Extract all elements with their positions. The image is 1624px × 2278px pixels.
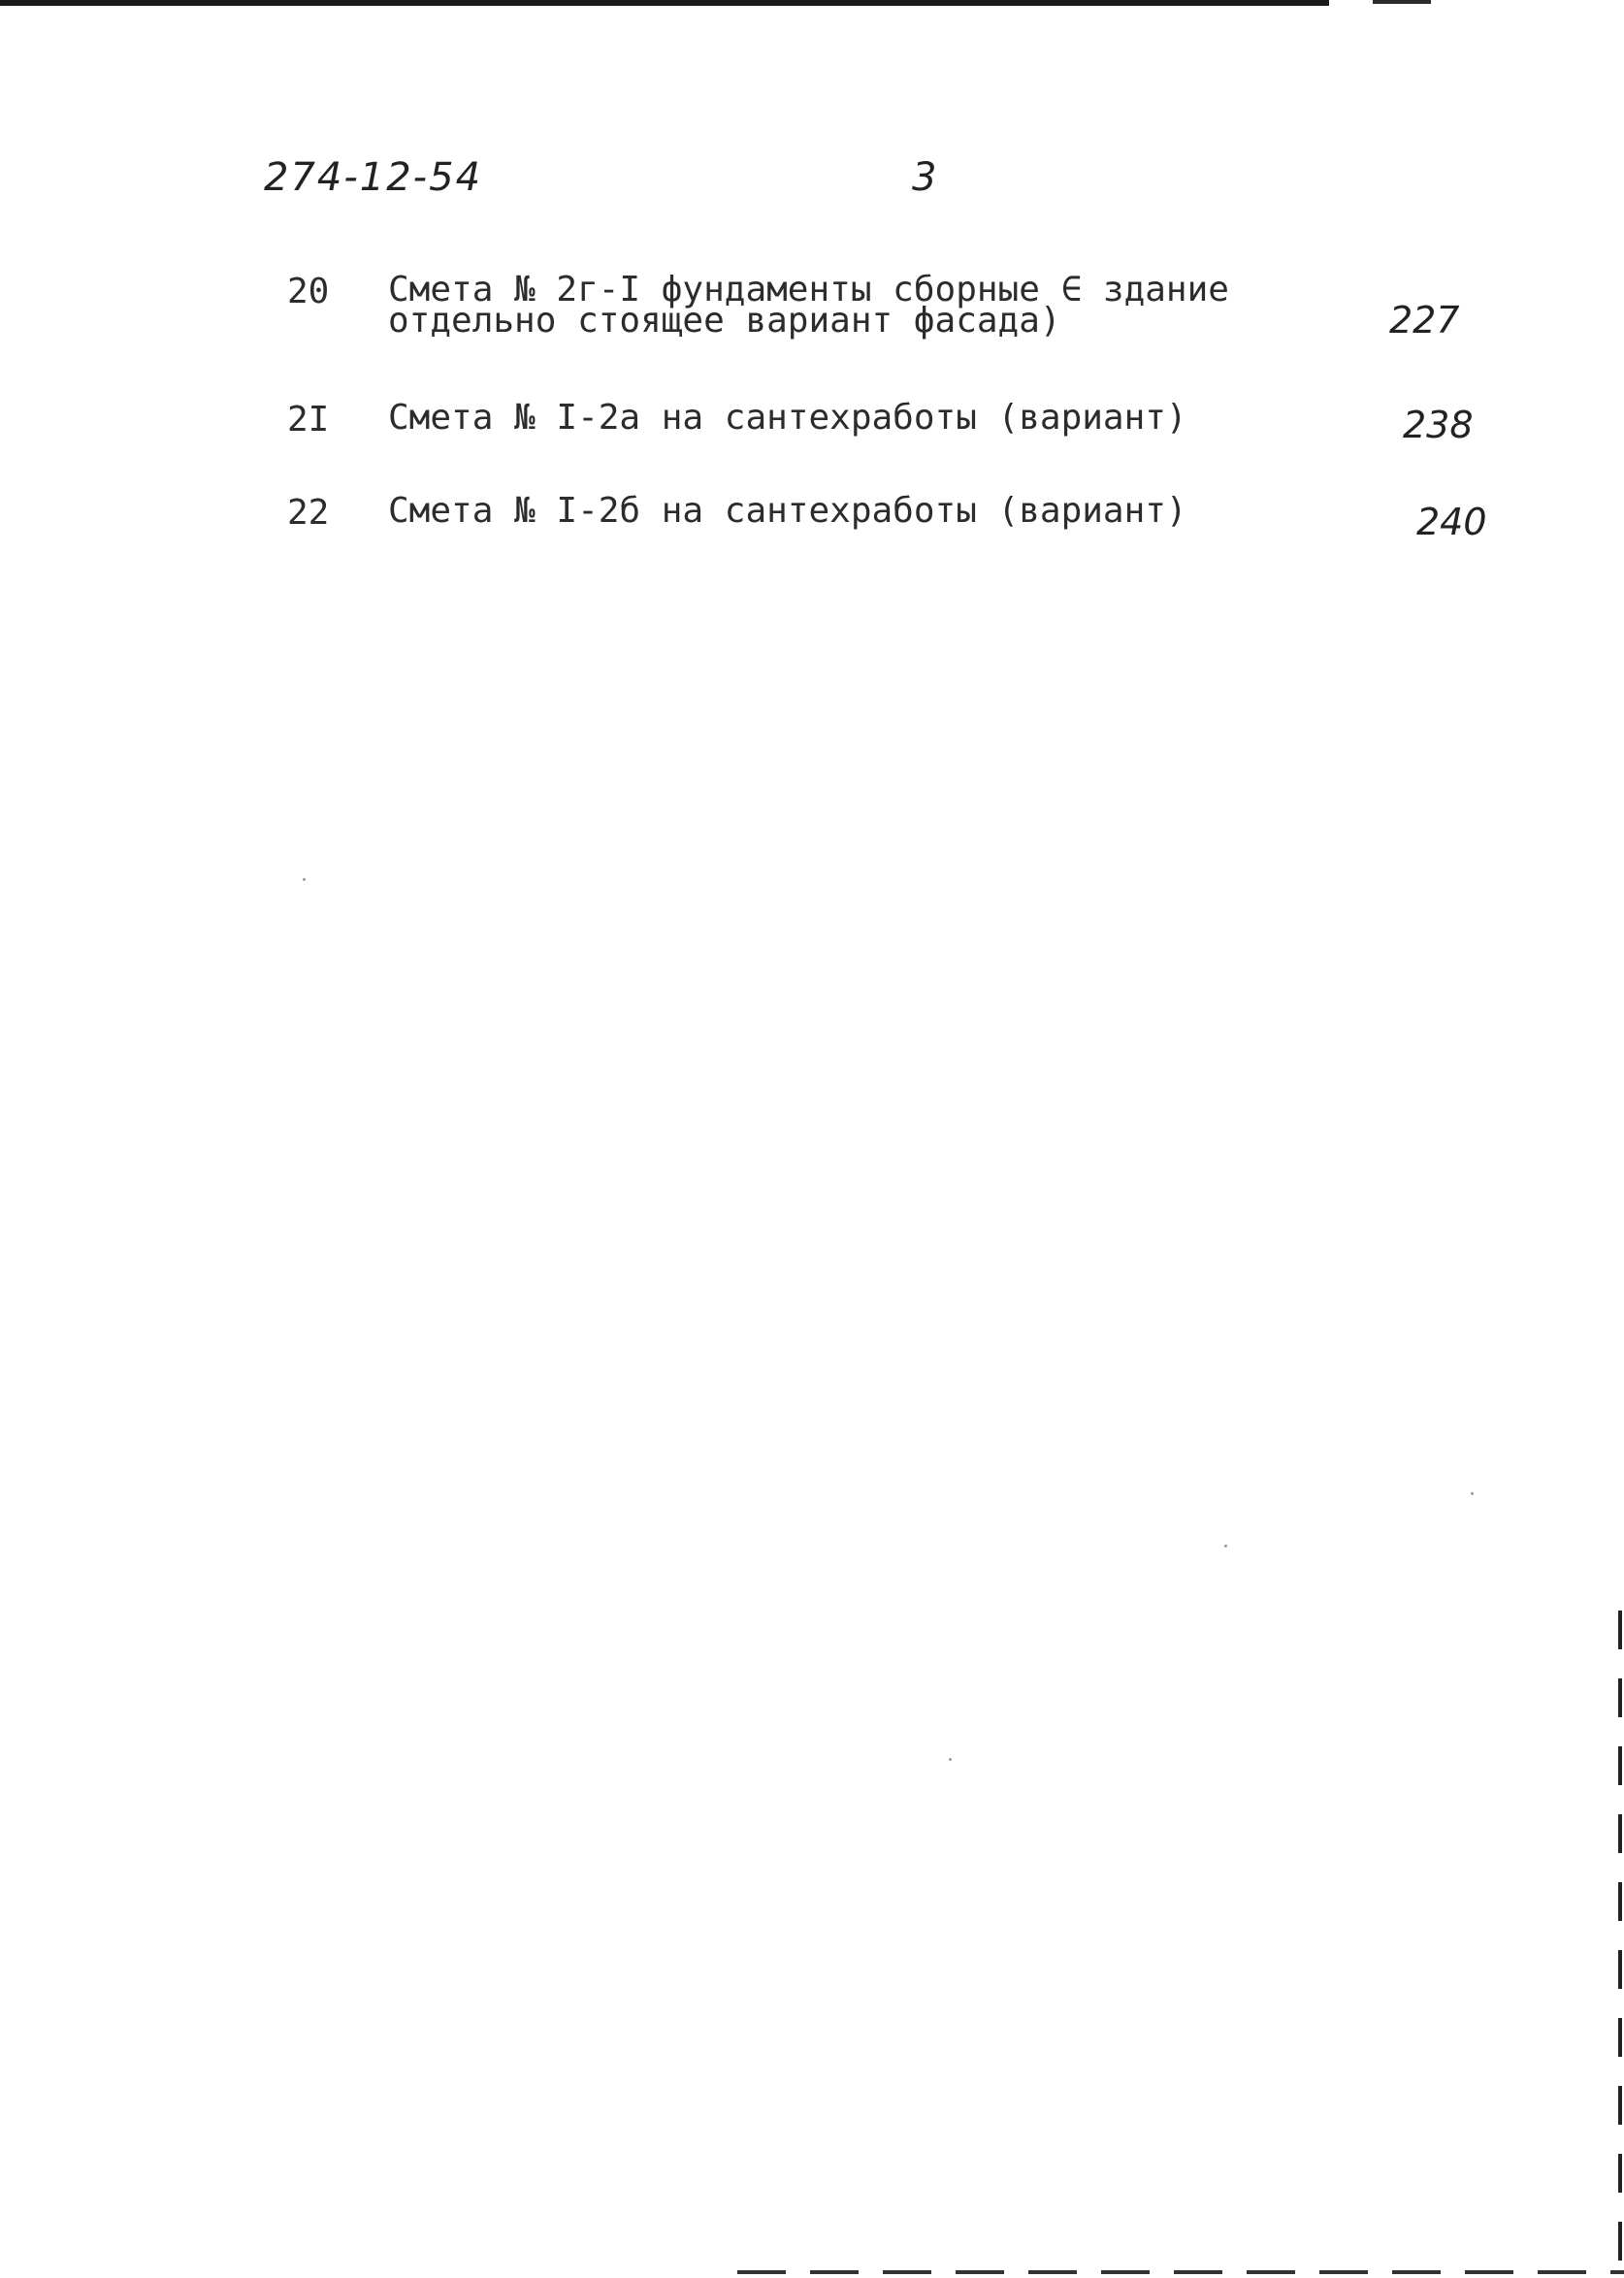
entry-number: 2I — [287, 400, 330, 439]
scan-speck — [1471, 1492, 1474, 1495]
entry-page-ref: 227 — [1389, 299, 1460, 342]
entry-page-ref: 238 — [1403, 404, 1474, 446]
entry-title-line1: Смета № 2г-I фундаменты сборные ∈ здание — [388, 270, 1229, 309]
page-number: 3 — [912, 155, 937, 200]
entry-title-line2: отдельно стоящее вариант фасада) — [388, 301, 1061, 341]
entry-page-ref: 240 — [1416, 501, 1487, 543]
scan-speck — [949, 1758, 952, 1761]
scan-border-top — [0, 0, 1329, 6]
scan-speck — [303, 878, 306, 881]
entry-number: 20 — [287, 272, 330, 311]
scan-border-right — [1618, 1611, 1622, 2278]
scan-border-bottom — [737, 2270, 1624, 2274]
entry-title-line1: Смета № I-2б на сантехработы (вариант) — [388, 491, 1187, 531]
document-code: 274-12-54 — [264, 155, 483, 200]
scan-speck — [1224, 1545, 1227, 1547]
entry-title-line1: Смета № I-2а на сантехработы (вариант) — [388, 398, 1187, 438]
entry-number: 22 — [287, 493, 330, 533]
scan-border-top-right — [1373, 0, 1431, 4]
